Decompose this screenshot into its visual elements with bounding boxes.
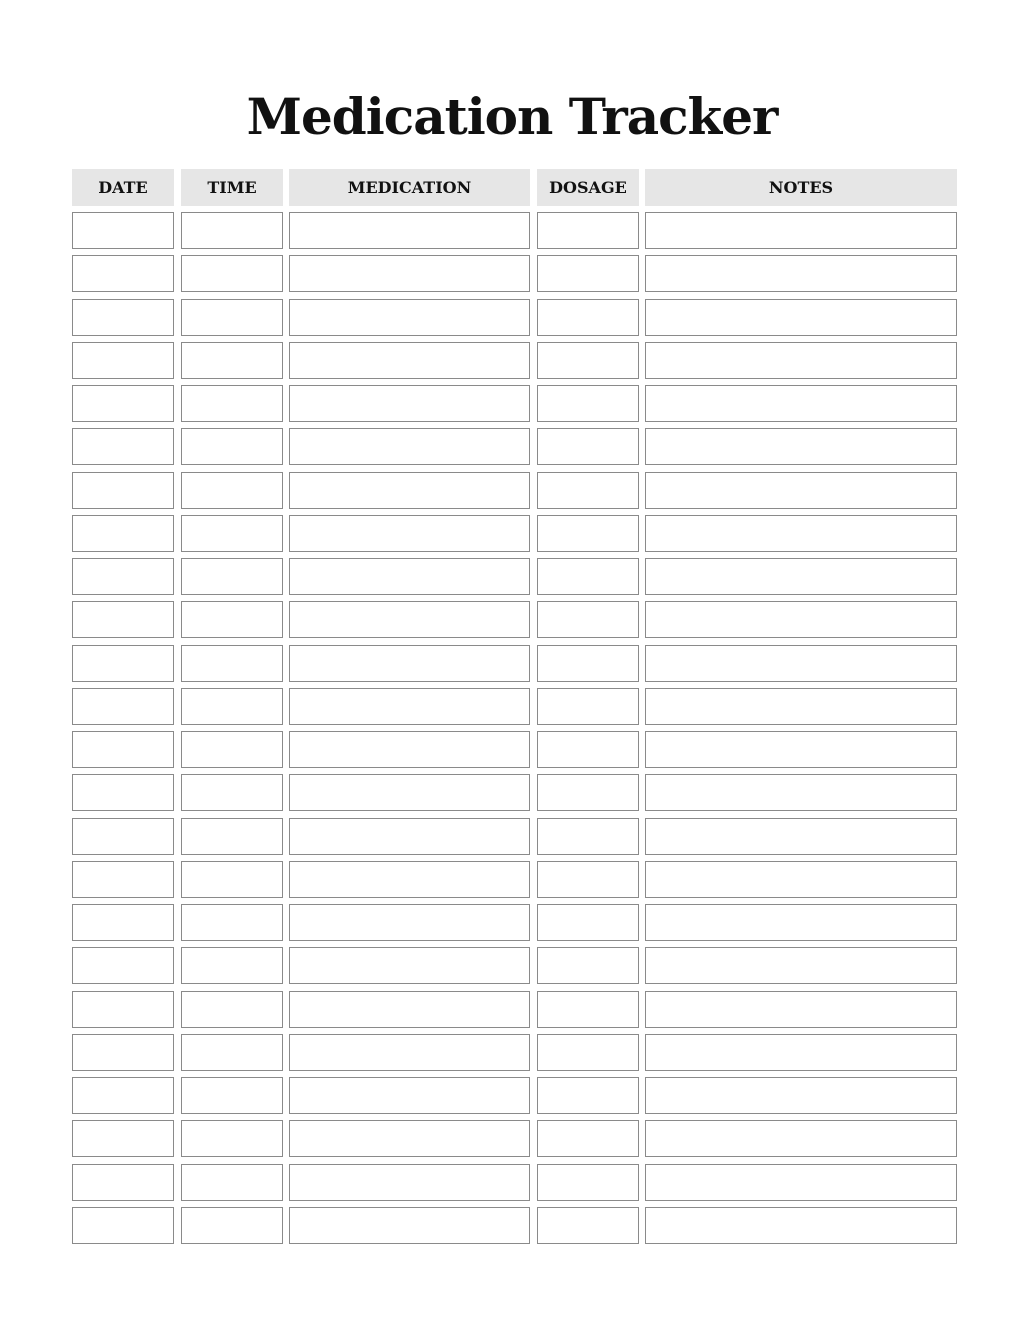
notes-cell[interactable] (645, 1207, 957, 1244)
date-cell[interactable] (72, 1207, 174, 1244)
date-cell[interactable] (72, 645, 174, 682)
dosage-cell[interactable] (537, 299, 639, 336)
time-cell[interactable] (181, 601, 283, 638)
dosage-cell[interactable] (537, 342, 639, 379)
dosage-cell[interactable] (537, 991, 639, 1028)
time-cell[interactable] (181, 299, 283, 336)
medication-cell[interactable] (289, 1207, 530, 1244)
date-cell[interactable] (72, 1120, 174, 1157)
dosage-cell[interactable] (537, 731, 639, 768)
dosage-cell[interactable] (537, 1077, 639, 1114)
column-header-medication: MEDICATION (289, 169, 530, 206)
time-cell[interactable] (181, 645, 283, 682)
dosage-cell[interactable] (537, 818, 639, 855)
time-cell[interactable] (181, 558, 283, 595)
medication-cell[interactable] (289, 385, 530, 422)
medication-cell[interactable] (289, 1120, 530, 1157)
date-cell[interactable] (72, 1034, 174, 1071)
time-cell[interactable] (181, 428, 283, 465)
medication-cell[interactable] (289, 1034, 530, 1071)
dosage-cell[interactable] (537, 212, 639, 249)
dosage-cell[interactable] (537, 904, 639, 941)
dosage-cell[interactable] (537, 1164, 639, 1201)
medication-cell[interactable] (289, 774, 530, 811)
notes-cell[interactable] (645, 645, 957, 682)
dosage-cell[interactable] (537, 472, 639, 509)
notes-cell[interactable] (645, 558, 957, 595)
notes-cell[interactable] (645, 515, 957, 552)
column-header-time: TIME (181, 169, 283, 206)
medication-cell[interactable] (289, 688, 530, 725)
date-cell[interactable] (72, 558, 174, 595)
column-header-notes: NOTES (645, 169, 957, 206)
time-cell[interactable] (181, 818, 283, 855)
medication-cell[interactable] (289, 645, 530, 682)
dosage-cell[interactable] (537, 428, 639, 465)
medication-cell[interactable] (289, 255, 530, 292)
date-cell[interactable] (72, 1077, 174, 1114)
date-cell[interactable] (72, 472, 174, 509)
dosage-cell[interactable] (537, 774, 639, 811)
notes-cell[interactable] (645, 1164, 957, 1201)
notes-cell[interactable] (645, 472, 957, 509)
dosage-cell[interactable] (537, 861, 639, 898)
notes-cell[interactable] (645, 904, 957, 941)
dosage-cell[interactable] (537, 1120, 639, 1157)
time-cell[interactable] (181, 255, 283, 292)
notes-cell[interactable] (645, 1120, 957, 1157)
time-cell[interactable] (181, 1207, 283, 1244)
notes-cell[interactable] (645, 601, 957, 638)
notes-cell[interactable] (645, 774, 957, 811)
time-cell[interactable] (181, 991, 283, 1028)
medication-cell[interactable] (289, 1164, 530, 1201)
date-cell[interactable] (72, 774, 174, 811)
medication-cell[interactable] (289, 558, 530, 595)
time-cell[interactable] (181, 688, 283, 725)
dosage-cell[interactable] (537, 947, 639, 984)
date-cell[interactable] (72, 1164, 174, 1201)
date-cell[interactable] (72, 255, 174, 292)
date-cell[interactable] (72, 212, 174, 249)
date-cell[interactable] (72, 342, 174, 379)
notes-cell[interactable] (645, 861, 957, 898)
date-cell[interactable] (72, 515, 174, 552)
medication-cell[interactable] (289, 299, 530, 336)
page-title: Medication Tracker (246, 87, 778, 146)
time-cell[interactable] (181, 904, 283, 941)
date-cell[interactable] (72, 601, 174, 638)
dosage-cell[interactable] (537, 1034, 639, 1071)
medication-cell[interactable] (289, 472, 530, 509)
medication-cell[interactable] (289, 601, 530, 638)
notes-cell[interactable] (645, 991, 957, 1028)
time-cell[interactable] (181, 1164, 283, 1201)
notes-cell[interactable] (645, 731, 957, 768)
notes-cell[interactable] (645, 1077, 957, 1114)
date-cell[interactable] (72, 688, 174, 725)
medication-cell[interactable] (289, 212, 530, 249)
time-cell[interactable] (181, 731, 283, 768)
dosage-cell[interactable] (537, 1207, 639, 1244)
notes-cell[interactable] (645, 342, 957, 379)
notes-cell[interactable] (645, 299, 957, 336)
date-cell[interactable] (72, 385, 174, 422)
time-cell[interactable] (181, 774, 283, 811)
medication-cell[interactable] (289, 991, 530, 1028)
time-cell[interactable] (181, 385, 283, 422)
medication-cell[interactable] (289, 861, 530, 898)
time-cell[interactable] (181, 472, 283, 509)
dosage-cell[interactable] (537, 558, 639, 595)
time-cell[interactable] (181, 861, 283, 898)
medication-cell[interactable] (289, 1077, 530, 1114)
date-cell[interactable] (72, 818, 174, 855)
date-cell[interactable] (72, 299, 174, 336)
column-header-date: DATE (72, 169, 174, 206)
column-header-dosage: DOSAGE (537, 169, 639, 206)
medication-cell[interactable] (289, 904, 530, 941)
notes-cell[interactable] (645, 818, 957, 855)
notes-cell[interactable] (645, 428, 957, 465)
medication-cell[interactable] (289, 731, 530, 768)
notes-cell[interactable] (645, 255, 957, 292)
time-cell[interactable] (181, 1077, 283, 1114)
dosage-cell[interactable] (537, 645, 639, 682)
notes-cell[interactable] (645, 1034, 957, 1071)
time-cell[interactable] (181, 1034, 283, 1071)
date-cell[interactable] (72, 861, 174, 898)
time-cell[interactable] (181, 342, 283, 379)
medication-cell[interactable] (289, 947, 530, 984)
notes-cell[interactable] (645, 688, 957, 725)
dosage-cell[interactable] (537, 385, 639, 422)
date-cell[interactable] (72, 991, 174, 1028)
date-cell[interactable] (72, 904, 174, 941)
time-cell[interactable] (181, 1120, 283, 1157)
dosage-cell[interactable] (537, 515, 639, 552)
date-cell[interactable] (72, 947, 174, 984)
date-cell[interactable] (72, 428, 174, 465)
dosage-cell[interactable] (537, 255, 639, 292)
dosage-cell[interactable] (537, 601, 639, 638)
dosage-cell[interactable] (537, 688, 639, 725)
medication-cell[interactable] (289, 342, 530, 379)
medication-cell[interactable] (289, 428, 530, 465)
date-cell[interactable] (72, 731, 174, 768)
medication-cell[interactable] (289, 818, 530, 855)
notes-cell[interactable] (645, 385, 957, 422)
time-cell[interactable] (181, 212, 283, 249)
notes-cell[interactable] (645, 212, 957, 249)
time-cell[interactable] (181, 515, 283, 552)
notes-cell[interactable] (645, 947, 957, 984)
time-cell[interactable] (181, 947, 283, 984)
medication-cell[interactable] (289, 515, 530, 552)
